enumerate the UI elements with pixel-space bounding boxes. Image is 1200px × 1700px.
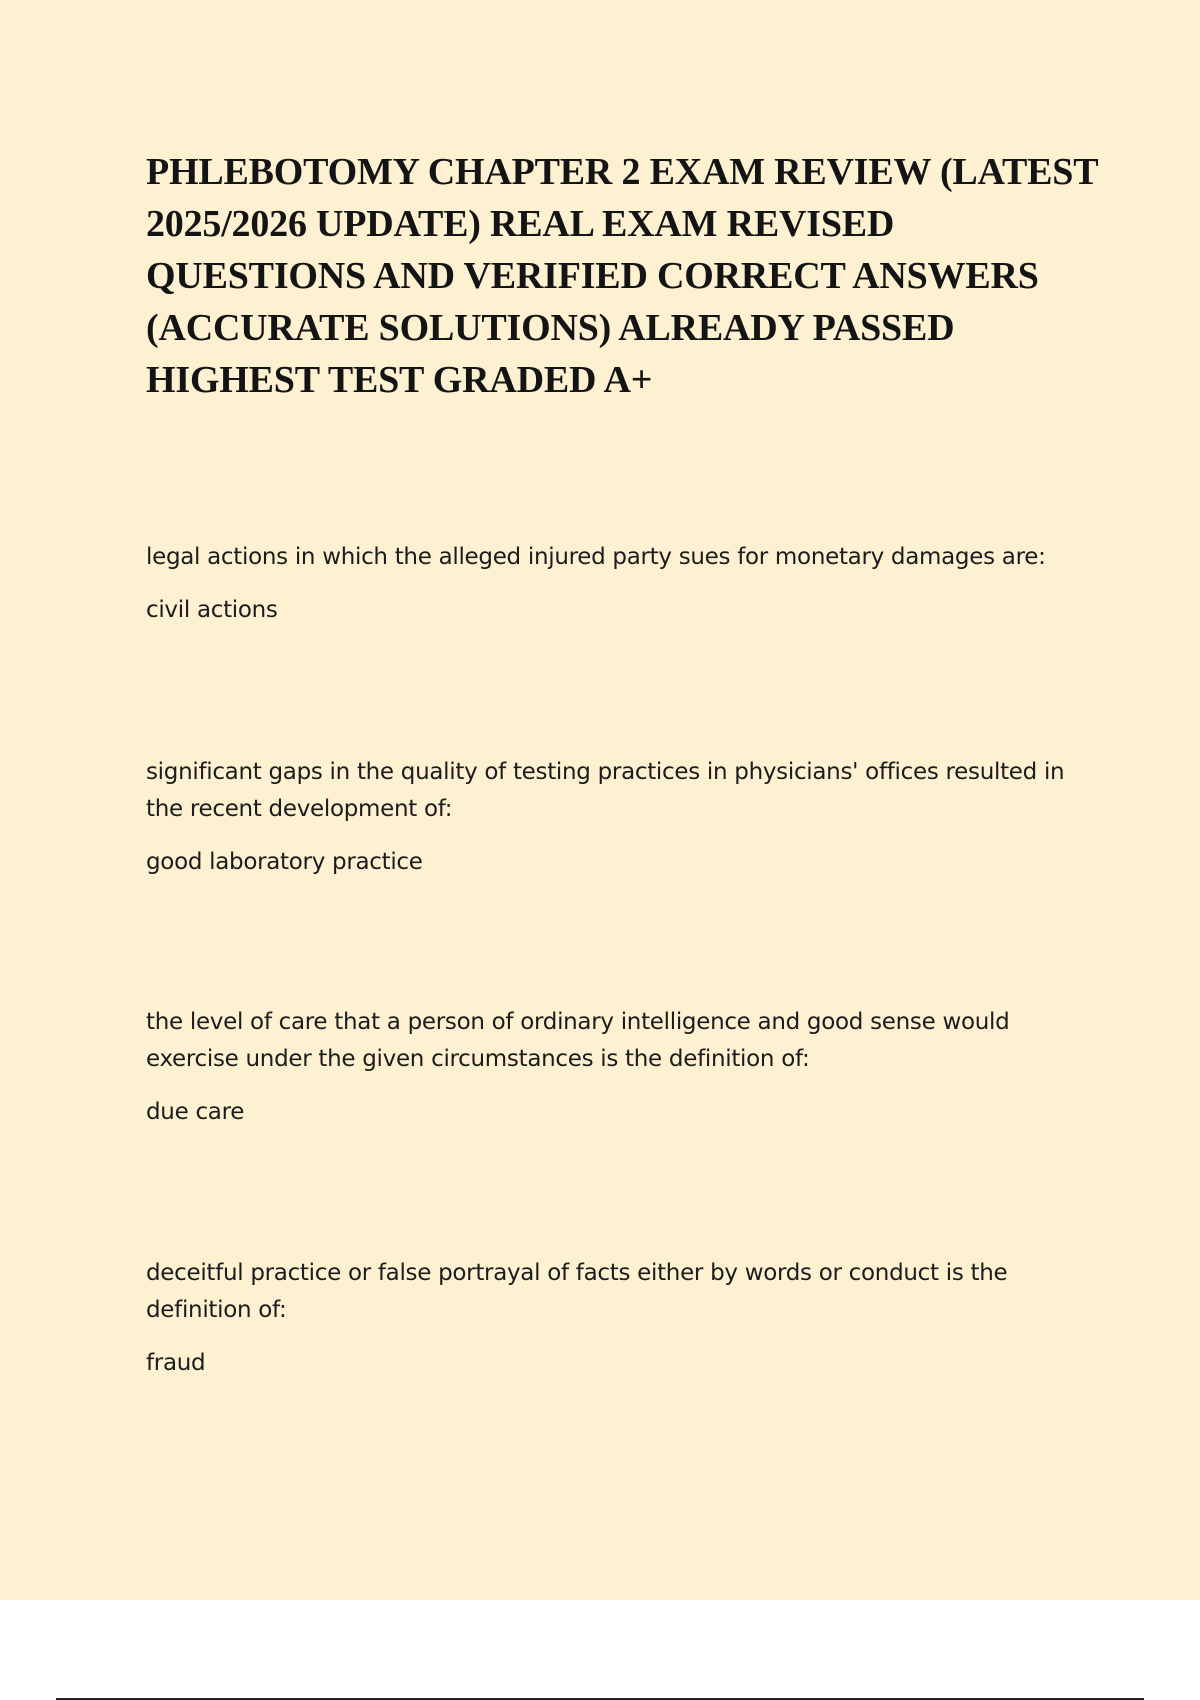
document-title: PHLEBOTOMY CHAPTER 2 EXAM REVIEW (LATEST 2025/2026 UPDATE) REAL EXAM REVISED QUESTIONS AND VERIFIED CORRECT ANSWERS (ACCURATE SOLUTIONS) ALREADY PASSED HIGHEST TEST GRADED A+ xyxy=(146,151,1098,401)
qa-item xyxy=(146,1255,1096,1382)
qa-item xyxy=(146,1004,1096,1131)
qa-item xyxy=(146,754,1096,881)
answer-text: civil actions xyxy=(146,597,278,623)
qa-item xyxy=(146,539,1096,629)
answer-text: fraud xyxy=(146,1350,206,1376)
answer-text: good laboratory practice xyxy=(146,849,423,875)
question-text: legal actions in which the alleged injured party sues for monetary damages are: xyxy=(146,544,1046,570)
question-text: significant gaps in the quality of testing practices in physicians' offices resulted in the recent development of: xyxy=(146,759,1065,822)
answer-text: due care xyxy=(146,1099,245,1125)
question-text: deceitful practice or false portrayal of facts either by words or conduct is the definition of: xyxy=(146,1260,1008,1323)
question-text: the level of care that a person of ordinary intelligence and good sense would exercise under the given circumstances is the definition of: xyxy=(146,1009,1010,1072)
